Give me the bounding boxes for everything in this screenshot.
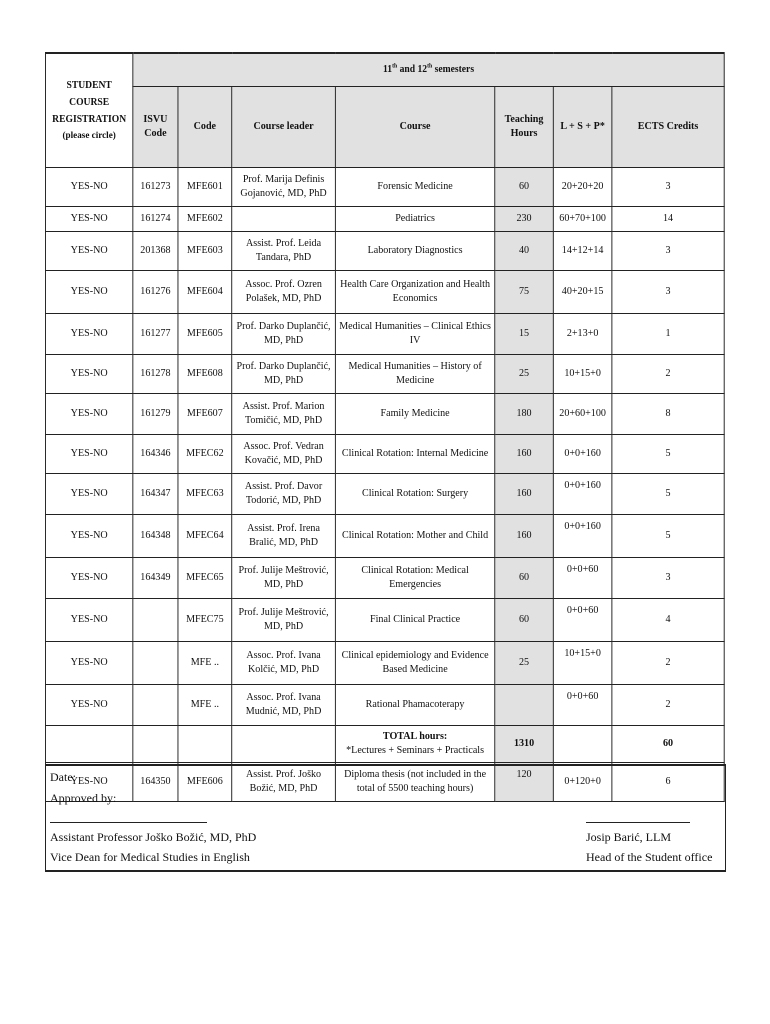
row-registration[interactable]: YES-NO <box>45 558 132 599</box>
row-ects: 5 <box>612 435 724 474</box>
thesis-registration[interactable]: YES-NO <box>45 763 132 802</box>
column-header-code: Code <box>178 87 232 168</box>
table-row <box>45 207 724 232</box>
registration-hint: (please circle) <box>62 130 116 141</box>
thesis-leader: Assist. Prof. Joško Božić, MD, PhD <box>232 763 336 802</box>
row-ects: 5 <box>612 515 724 558</box>
row-course: Clinical epidemiology and Evidence Based Medicine <box>335 642 494 685</box>
table-row <box>45 435 724 474</box>
row-registration[interactable]: YES-NO <box>45 394 132 435</box>
row-course: Clinical Rotation: Medical Emergencies <box>335 558 494 599</box>
row-isvu <box>133 685 178 726</box>
row-ects: 2 <box>612 642 724 685</box>
table-row <box>45 474 724 515</box>
row-hours: 60 <box>495 168 554 207</box>
row-registration[interactable]: YES-NO <box>45 207 132 232</box>
row-ects: 3 <box>612 271 724 314</box>
left-signer-title: Vice Dean for Medical Studies in English <box>50 850 250 864</box>
row-hours: 25 <box>495 355 554 394</box>
total-empty-cell <box>232 726 336 763</box>
row-isvu: 164349 <box>133 558 178 599</box>
row-lsp: 0+0+60 <box>553 599 612 642</box>
registration-form <box>45 52 724 802</box>
row-course: Final Clinical Practice <box>335 599 494 642</box>
row-isvu: 161276 <box>133 271 178 314</box>
thesis-isvu: 164350 <box>133 763 178 802</box>
thesis-lsp: 0+120+0 <box>553 763 612 802</box>
row-code: MFE .. <box>178 685 232 726</box>
row-course: Laboratory Diagnostics <box>335 232 494 271</box>
row-lsp: 0+0+160 <box>553 515 612 558</box>
row-registration[interactable]: YES-NO <box>45 515 132 558</box>
row-lsp: 10+15+0 <box>553 355 612 394</box>
registration-header-cell <box>45 53 132 168</box>
row-registration[interactable]: YES-NO <box>45 642 132 685</box>
row-lsp: 20+60+100 <box>553 394 612 435</box>
row-lsp: 2+13+0 <box>553 314 612 355</box>
row-leader: Assist. Prof. Davor Todorić, MD, PhD <box>232 474 336 515</box>
thesis-ects: 6 <box>612 763 724 802</box>
row-registration[interactable]: YES-NO <box>45 271 132 314</box>
table-row <box>45 642 724 685</box>
row-registration[interactable]: YES-NO <box>45 168 132 207</box>
row-leader <box>232 207 336 232</box>
column-header-leader: Course leader <box>232 87 336 168</box>
row-registration[interactable]: YES-NO <box>45 435 132 474</box>
row-ects: 2 <box>612 355 724 394</box>
row-course: Pediatrics <box>335 207 494 232</box>
row-code: MFE602 <box>178 207 232 232</box>
row-leader: Assoc. Prof. Ivana Mudnić, MD, PhD <box>232 685 336 726</box>
column-header-isvu: ISVU Code <box>133 87 178 168</box>
row-leader: Assoc. Prof. Vedran Kovačić, MD, PhD <box>232 435 336 474</box>
column-header-hours: Teaching Hours <box>495 87 554 168</box>
right-signer-title: Head of the Student office <box>586 850 713 864</box>
thesis-course: Diploma thesis (not included in the total of 5500 teaching hours) <box>335 763 494 802</box>
row-ects: 3 <box>612 232 724 271</box>
row-ects: 4 <box>612 599 724 642</box>
total-ects: 60 <box>612 726 724 763</box>
row-hours: 25 <box>495 642 554 685</box>
row-ects: 3 <box>612 558 724 599</box>
left-signature-line <box>50 822 207 823</box>
total-label-cell <box>335 726 494 763</box>
row-isvu: 161273 <box>133 168 178 207</box>
row-course: Clinical Rotation: Mother and Child <box>335 515 494 558</box>
row-course: Health Care Organization and Health Economics <box>335 271 494 314</box>
row-course: Forensic Medicine <box>335 168 494 207</box>
row-isvu: 164348 <box>133 515 178 558</box>
thesis-code: MFE606 <box>178 763 232 802</box>
row-hours: 15 <box>495 314 554 355</box>
total-empty-cell <box>45 726 132 763</box>
row-leader: Prof. Darko Duplančić, MD, PhD <box>232 355 336 394</box>
row-ects: 8 <box>612 394 724 435</box>
row-code: MFEC75 <box>178 599 232 642</box>
total-row <box>45 726 724 763</box>
row-code: MFE603 <box>178 232 232 271</box>
left-signer-name: Assistant Professor Joško Božić, MD, PhD <box>50 830 257 844</box>
row-leader: Assist. Prof. Marion Tomičić, MD, PhD <box>232 394 336 435</box>
column-header-lsp: L + S + P* <box>553 87 612 168</box>
row-registration[interactable]: YES-NO <box>45 685 132 726</box>
row-registration[interactable]: YES-NO <box>45 599 132 642</box>
row-leader: Assoc. Prof. Ivana Kolčić, MD, PhD <box>232 642 336 685</box>
total-note: *Lectures + Seminars + Practicals <box>346 745 485 756</box>
column-header-course: Course <box>335 87 494 168</box>
row-ects: 2 <box>612 685 724 726</box>
approval-footer <box>45 764 726 872</box>
row-hours: 60 <box>495 558 554 599</box>
row-lsp: 0+0+160 <box>553 435 612 474</box>
right-signer-name: Josip Barić, LLM <box>586 830 671 844</box>
row-leader: Assoc. Prof. Ozren Polašek, MD, PhD <box>232 271 336 314</box>
row-registration[interactable]: YES-NO <box>45 355 132 394</box>
row-isvu: 164346 <box>133 435 178 474</box>
table-row <box>45 355 724 394</box>
row-lsp: 0+0+60 <box>553 558 612 599</box>
table-row <box>45 599 724 642</box>
row-lsp: 10+15+0 <box>553 642 612 685</box>
row-hours <box>495 685 554 726</box>
row-leader: Prof. Julije Meštrović, MD, PhD <box>232 599 336 642</box>
row-isvu: 161274 <box>133 207 178 232</box>
row-isvu: 161279 <box>133 394 178 435</box>
row-ects: 1 <box>612 314 724 355</box>
date-label: Date: <box>50 770 76 784</box>
table-row <box>45 394 724 435</box>
row-hours: 180 <box>495 394 554 435</box>
table-row <box>45 515 724 558</box>
row-hours: 40 <box>495 232 554 271</box>
row-isvu: 161278 <box>133 355 178 394</box>
row-leader: Assist. Prof. Leida Tandara, PhD <box>232 232 336 271</box>
row-code: MFEC63 <box>178 474 232 515</box>
row-code: MFE608 <box>178 355 232 394</box>
row-hours: 160 <box>495 435 554 474</box>
row-course: Medical Humanities – History of Medicine <box>335 355 494 394</box>
table-row <box>45 685 724 726</box>
row-lsp: 0+0+60 <box>553 685 612 726</box>
table-row <box>45 168 724 207</box>
row-lsp: 0+0+160 <box>553 474 612 515</box>
row-code: MFEC64 <box>178 515 232 558</box>
row-code: MFEC65 <box>178 558 232 599</box>
thesis-hours: 120 <box>495 763 554 802</box>
row-hours: 75 <box>495 271 554 314</box>
row-course: Medical Humanities – Clinical Ethics IV <box>335 314 494 355</box>
row-lsp: 60+70+100 <box>553 207 612 232</box>
registration-title: STUDENT COURSE REGISTRATION <box>52 79 127 125</box>
total-empty-cell <box>178 726 232 763</box>
table-row <box>45 314 724 355</box>
table-row <box>45 232 724 271</box>
row-ects: 3 <box>612 168 724 207</box>
course-rows <box>45 168 724 726</box>
row-course: Rational Phamacoterapy <box>335 685 494 726</box>
row-ects: 5 <box>612 474 724 515</box>
row-hours: 60 <box>495 599 554 642</box>
total-label: TOTAL hours: <box>382 731 448 742</box>
table-row <box>45 271 724 314</box>
row-registration[interactable]: YES-NO <box>45 314 132 355</box>
row-registration[interactable]: YES-NO <box>45 474 132 515</box>
row-code: MFE .. <box>178 642 232 685</box>
row-registration[interactable]: YES-NO <box>45 232 132 271</box>
row-isvu <box>133 642 178 685</box>
row-hours: 230 <box>495 207 554 232</box>
table-row <box>45 558 724 599</box>
approved-label: Approved by: <box>50 791 117 805</box>
row-course: Clinical Rotation: Surgery <box>335 474 494 515</box>
row-isvu <box>133 599 178 642</box>
row-code: MFE601 <box>178 168 232 207</box>
right-signature-line <box>586 822 690 823</box>
row-code: MFEC62 <box>178 435 232 474</box>
row-hours: 160 <box>495 515 554 558</box>
total-hours: 1310 <box>495 726 554 763</box>
row-ects: 14 <box>612 207 724 232</box>
row-leader: Prof. Julije Meštrović, MD, PhD <box>232 558 336 599</box>
row-leader: Assist. Prof. Irena Bralić, MD, PhD <box>232 515 336 558</box>
row-lsp: 14+12+14 <box>553 232 612 271</box>
row-course: Clinical Rotation: Internal Medicine <box>335 435 494 474</box>
row-leader: Prof. Darko Duplančić, MD, PhD <box>232 314 336 355</box>
semesters-title: 11th and 12th semesters <box>133 53 724 87</box>
row-isvu: 164347 <box>133 474 178 515</box>
row-lsp: 20+20+20 <box>553 168 612 207</box>
row-code: MFE607 <box>178 394 232 435</box>
row-course: Family Medicine <box>335 394 494 435</box>
row-isvu: 161277 <box>133 314 178 355</box>
course-registration-table <box>45 52 725 802</box>
row-code: MFE604 <box>178 271 232 314</box>
column-header-ects: ECTS Credits <box>612 87 724 168</box>
row-leader: Prof. Marija Definis Gojanović, MD, PhD <box>232 168 336 207</box>
row-code: MFE605 <box>178 314 232 355</box>
total-empty-cell <box>133 726 178 763</box>
row-hours: 160 <box>495 474 554 515</box>
row-isvu: 201368 <box>133 232 178 271</box>
total-empty-cell <box>553 726 612 763</box>
row-lsp: 40+20+15 <box>553 271 612 314</box>
